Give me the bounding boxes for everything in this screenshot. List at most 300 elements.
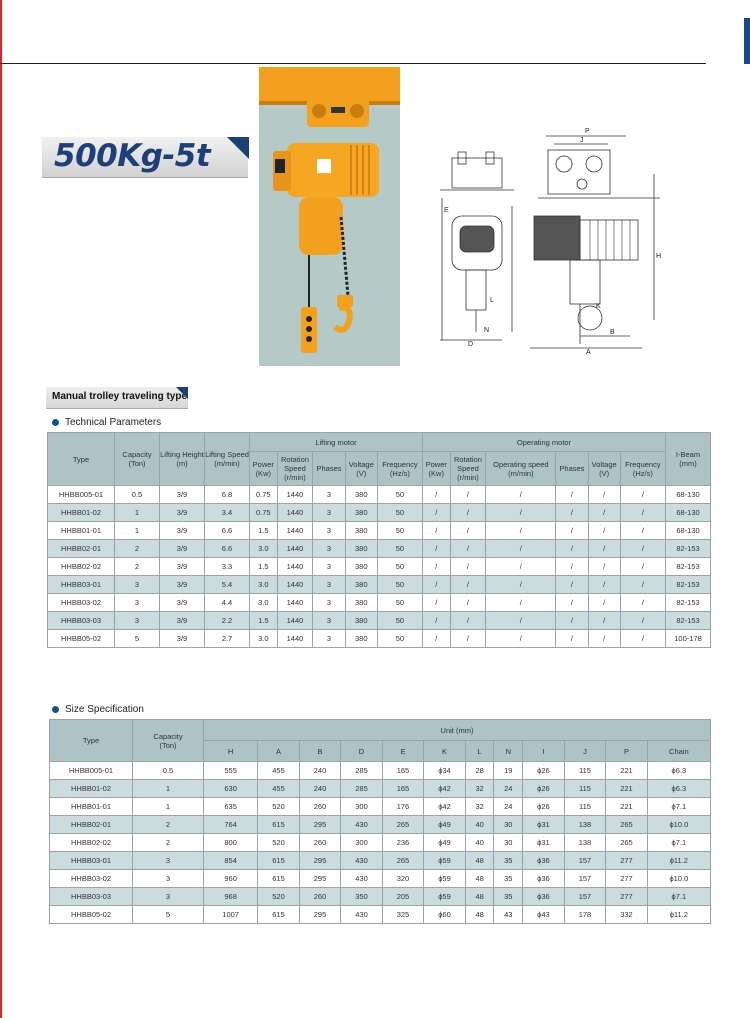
col-h: H <box>204 741 258 762</box>
table-cell: ϕ7.1 <box>647 834 710 852</box>
table-cell: 265 <box>606 816 647 834</box>
col-op-phases: Phases <box>556 452 588 486</box>
table-cell: HHBB005-01 <box>50 762 133 780</box>
table-cell: HHBB05-02 <box>48 630 115 648</box>
page-title: 500Kg-5t <box>54 138 211 174</box>
table-cell: / <box>486 630 556 648</box>
table-cell: 295 <box>299 816 340 834</box>
table-cell: 3/9 <box>160 630 205 648</box>
table-cell: 380 <box>345 522 377 540</box>
col-op-speed: Operating speed (m/min) <box>486 452 556 486</box>
table-cell: / <box>486 558 556 576</box>
subtitle-text: Manual trolley traveling type <box>52 391 188 402</box>
table-cell: 277 <box>606 870 647 888</box>
table-cell: / <box>556 612 588 630</box>
table-cell: ϕ7.1 <box>647 798 710 816</box>
table-cell: 35 <box>494 870 523 888</box>
table-cell: / <box>450 540 486 558</box>
table-cell: / <box>588 594 620 612</box>
bullet-icon <box>52 419 59 426</box>
title-banner <box>42 137 248 178</box>
table-cell: 260 <box>299 834 340 852</box>
table-cell: ϕ49 <box>424 816 466 834</box>
table-cell: ϕ11.2 <box>647 852 710 870</box>
table-cell: 3/9 <box>160 612 205 630</box>
table-cell: 3.0 <box>250 630 278 648</box>
table-cell: 1440 <box>277 612 313 630</box>
table-cell: 615 <box>258 852 299 870</box>
table-cell: / <box>588 558 620 576</box>
table-cell: 3 <box>313 540 345 558</box>
table-cell: / <box>588 486 620 504</box>
header-divider <box>0 63 706 64</box>
table-cell: ϕ31 <box>523 834 565 852</box>
col-b: B <box>299 741 340 762</box>
table-cell: 240 <box>299 780 340 798</box>
table-cell: 265 <box>382 852 423 870</box>
table-cell: ϕ11.2 <box>647 906 710 924</box>
table-cell: 960 <box>204 870 258 888</box>
table-cell: 100-178 <box>666 630 711 648</box>
table-cell: 1.5 <box>250 522 278 540</box>
table-cell: HHBB02-02 <box>50 834 133 852</box>
table-cell: 115 <box>564 780 605 798</box>
table-cell: 48 <box>465 906 494 924</box>
table-cell: 5.4 <box>205 576 250 594</box>
table-cell: / <box>422 540 450 558</box>
table-cell: HHBB005-01 <box>48 486 115 504</box>
table-cell: 3 <box>115 612 160 630</box>
table-cell: / <box>422 594 450 612</box>
table-cell: 0.75 <box>250 486 278 504</box>
table-cell: 300 <box>341 834 382 852</box>
table-cell: 332 <box>606 906 647 924</box>
table-cell: 455 <box>258 780 299 798</box>
table-cell: 157 <box>564 870 605 888</box>
table-cell: ϕ10.0 <box>647 870 710 888</box>
table-cell: 615 <box>258 816 299 834</box>
table-cell: 35 <box>494 888 523 906</box>
table-cell: 615 <box>258 870 299 888</box>
table-cell: 30 <box>494 816 523 834</box>
table-cell: 1 <box>133 798 204 816</box>
table-cell: 3/9 <box>160 540 205 558</box>
col-phases: Phases <box>313 452 345 486</box>
table-cell: 5 <box>133 906 204 924</box>
table-cell: ϕ42 <box>424 780 466 798</box>
label-n: N <box>484 327 490 334</box>
table-cell: 285 <box>341 780 382 798</box>
table-cell: / <box>556 486 588 504</box>
table-cell: 295 <box>299 852 340 870</box>
table-cell: 3.0 <box>250 540 278 558</box>
table-cell: 6.8 <box>205 486 250 504</box>
table-cell: ϕ26 <box>523 798 565 816</box>
table-cell: HHBB02-01 <box>50 816 133 834</box>
table-cell: 221 <box>606 762 647 780</box>
table-row <box>50 780 711 798</box>
table-cell: 277 <box>606 888 647 906</box>
table-cell: ϕ42 <box>424 798 466 816</box>
table-cell: / <box>620 522 665 540</box>
label-d: D <box>468 341 474 348</box>
technical-parameters-table <box>47 432 711 648</box>
table-cell: 3 <box>313 612 345 630</box>
subtitle-banner <box>46 387 188 409</box>
table-cell: 50 <box>377 630 422 648</box>
table-cell: ϕ6.3 <box>647 780 710 798</box>
table-cell: 380 <box>345 486 377 504</box>
table-cell: HHBB01-02 <box>50 780 133 798</box>
table-cell: 3 <box>313 576 345 594</box>
table-cell: / <box>450 612 486 630</box>
table-cell: HHBB03-02 <box>50 870 133 888</box>
table-cell: / <box>588 522 620 540</box>
table-cell: 19 <box>494 762 523 780</box>
hoist-photo <box>259 67 400 366</box>
table-cell: 285 <box>341 762 382 780</box>
table-cell: 635 <box>204 798 258 816</box>
table-cell: 3.0 <box>250 576 278 594</box>
table-row <box>50 870 711 888</box>
col-power: Power (Kw) <box>250 452 278 486</box>
table-cell: 260 <box>299 888 340 906</box>
table-cell: 48 <box>465 852 494 870</box>
table-cell: 68-130 <box>666 522 711 540</box>
table-cell: 236 <box>382 834 423 852</box>
table-cell: / <box>422 558 450 576</box>
table-cell: ϕ10.0 <box>647 816 710 834</box>
table-cell: / <box>620 576 665 594</box>
table-cell: ϕ34 <box>424 762 466 780</box>
table-cell: 380 <box>345 558 377 576</box>
table-cell: 555 <box>204 762 258 780</box>
table-cell: 1.5 <box>250 612 278 630</box>
table-cell: ϕ60 <box>424 906 466 924</box>
table-cell: 82-153 <box>666 558 711 576</box>
table-cell: 430 <box>341 906 382 924</box>
table-cell: 3 <box>115 576 160 594</box>
table-cell: 24 <box>494 780 523 798</box>
col-l: L <box>465 741 494 762</box>
label-h: H <box>656 253 662 260</box>
table-cell: 176 <box>382 798 423 816</box>
table-cell: 40 <box>465 816 494 834</box>
col-lifting-speed: Lifting Speed (m/min) <box>205 433 250 486</box>
table-row <box>48 594 711 612</box>
table-cell: 265 <box>606 834 647 852</box>
table-cell: 1440 <box>277 540 313 558</box>
table-cell: 615 <box>258 906 299 924</box>
table-cell: 3.3 <box>205 558 250 576</box>
table-row <box>48 504 711 522</box>
table-cell: ϕ36 <box>523 888 565 906</box>
table-cell: 1440 <box>277 594 313 612</box>
table-cell: ϕ59 <box>424 852 466 870</box>
table-cell: HHBB05-02 <box>50 906 133 924</box>
table-cell: 6.6 <box>205 540 250 558</box>
label-e: E <box>444 207 449 214</box>
table-row <box>50 888 711 906</box>
table-cell: 32 <box>465 780 494 798</box>
table-cell: 3/9 <box>160 522 205 540</box>
table-cell: 3/9 <box>160 486 205 504</box>
table-cell: / <box>450 576 486 594</box>
table-cell: 380 <box>345 630 377 648</box>
table-cell: 2 <box>133 834 204 852</box>
table-cell: HHBB01-02 <box>48 504 115 522</box>
table-cell: / <box>486 504 556 522</box>
label-l: L <box>490 297 494 304</box>
col-op-power: Power (Kw) <box>422 452 450 486</box>
table-cell: 30 <box>494 834 523 852</box>
table-cell: ϕ59 <box>424 888 466 906</box>
table-cell: ϕ7.1 <box>647 888 710 906</box>
table-cell: HHBB03-01 <box>50 852 133 870</box>
table-row <box>50 798 711 816</box>
table-cell: / <box>588 504 620 522</box>
table-cell: 1007 <box>204 906 258 924</box>
col-capacity: Capacity (Ton) <box>133 720 204 762</box>
table-cell: / <box>486 522 556 540</box>
table-cell: / <box>556 504 588 522</box>
table-cell: 115 <box>564 798 605 816</box>
table-cell: 0.75 <box>250 504 278 522</box>
table-cell: / <box>450 522 486 540</box>
table-cell: 0.5 <box>115 486 160 504</box>
label-k: K <box>596 303 601 310</box>
front-view <box>440 152 514 340</box>
table-cell: 380 <box>345 594 377 612</box>
table-cell: 82-153 <box>666 594 711 612</box>
side-view <box>530 136 660 348</box>
table-cell: 50 <box>377 612 422 630</box>
table-cell: / <box>450 594 486 612</box>
table-cell: 430 <box>341 852 382 870</box>
col-frequency: Frequency (Hz/s) <box>377 452 422 486</box>
col-d: D <box>341 741 382 762</box>
size-specification-table <box>49 719 711 924</box>
table-cell: HHBB03-03 <box>50 888 133 906</box>
table-row <box>50 906 711 924</box>
col-op-rotation-speed: Rotation Speed (r/min) <box>450 452 486 486</box>
table-cell: 178 <box>564 906 605 924</box>
label-b: B <box>610 329 615 336</box>
table-cell: ϕ59 <box>424 870 466 888</box>
table-cell: / <box>620 486 665 504</box>
table-cell: 260 <box>299 798 340 816</box>
table-cell: 2 <box>115 558 160 576</box>
table-cell: 240 <box>299 762 340 780</box>
table-cell: / <box>422 486 450 504</box>
table-cell: 295 <box>299 870 340 888</box>
table-cell: ϕ36 <box>523 852 565 870</box>
table-cell: 68-130 <box>666 504 711 522</box>
table-cell: / <box>556 558 588 576</box>
table-row <box>50 852 711 870</box>
table-cell: 43 <box>494 906 523 924</box>
table-cell: 2 <box>133 816 204 834</box>
col-capacity: Capacity (Ton) <box>115 433 160 486</box>
dimension-drawing <box>430 122 670 354</box>
table-cell: / <box>620 540 665 558</box>
table-cell: / <box>588 630 620 648</box>
banner-corner <box>227 137 249 159</box>
table-cell: / <box>620 612 665 630</box>
table-cell: / <box>620 558 665 576</box>
table-row <box>50 816 711 834</box>
table-row <box>50 834 711 852</box>
col-a: A <box>258 741 299 762</box>
table-cell: 50 <box>377 594 422 612</box>
table-cell: / <box>422 504 450 522</box>
table-cell: 1 <box>133 780 204 798</box>
table-cell: 50 <box>377 504 422 522</box>
table-cell: 50 <box>377 576 422 594</box>
table-cell: 40 <box>465 834 494 852</box>
table-cell: 165 <box>382 762 423 780</box>
table-cell: 5 <box>115 630 160 648</box>
table-cell: 3/9 <box>160 594 205 612</box>
chain-box <box>299 197 343 255</box>
table-cell: 1 <box>115 522 160 540</box>
table-cell: 157 <box>564 888 605 906</box>
table-row <box>48 630 711 648</box>
table-cell: / <box>450 486 486 504</box>
table-cell: 3 <box>313 504 345 522</box>
col-unit: Unit (mm) <box>204 720 711 741</box>
table-cell: / <box>486 612 556 630</box>
table-cell: 800 <box>204 834 258 852</box>
col-j: J <box>564 741 605 762</box>
table-row <box>48 558 711 576</box>
table-cell: 221 <box>606 780 647 798</box>
table-cell: / <box>556 594 588 612</box>
table-cell: ϕ26 <box>523 762 565 780</box>
table-cell: 295 <box>299 906 340 924</box>
table-cell: 320 <box>382 870 423 888</box>
table-cell: 854 <box>204 852 258 870</box>
table-cell: HHBB03-01 <box>48 576 115 594</box>
table-cell: 380 <box>345 576 377 594</box>
table-cell: ϕ31 <box>523 816 565 834</box>
table-cell: 3 <box>133 888 204 906</box>
table-row <box>48 612 711 630</box>
table-cell: 157 <box>564 852 605 870</box>
table-cell: 350 <box>341 888 382 906</box>
table-cell: 82-153 <box>666 540 711 558</box>
table-cell: 82-153 <box>666 576 711 594</box>
table-row <box>48 540 711 558</box>
table-cell: 380 <box>345 612 377 630</box>
table-cell: 2 <box>115 540 160 558</box>
table-cell: 265 <box>382 816 423 834</box>
subtitle-corner <box>176 387 188 399</box>
col-n: N <box>494 741 523 762</box>
table-cell: 430 <box>341 816 382 834</box>
table-cell: 1.5 <box>250 558 278 576</box>
table-cell: 4.4 <box>205 594 250 612</box>
table-cell: 3/9 <box>160 576 205 594</box>
table-cell: ϕ43 <box>523 906 565 924</box>
col-rotation-speed: Rotation Speed (r/min) <box>277 452 313 486</box>
label-a: A <box>586 349 591 354</box>
table-cell: 205 <box>382 888 423 906</box>
col-lifting-height: Lifting Height (m) <box>160 433 205 486</box>
table-cell: 2.7 <box>205 630 250 648</box>
label-j: J <box>580 137 584 144</box>
table-cell: 1440 <box>277 522 313 540</box>
table-cell: / <box>620 504 665 522</box>
table-cell: / <box>422 612 450 630</box>
table-cell: / <box>486 594 556 612</box>
table-cell: / <box>588 612 620 630</box>
table-cell: / <box>556 522 588 540</box>
table-cell: 3 <box>133 852 204 870</box>
table-cell: 3 <box>313 558 345 576</box>
table-cell: / <box>486 576 556 594</box>
table-cell: 277 <box>606 852 647 870</box>
table-cell: / <box>588 540 620 558</box>
table-cell: / <box>588 576 620 594</box>
left-border-line <box>0 0 2 1018</box>
edge-tab-mark <box>744 18 750 64</box>
table-cell: 138 <box>564 834 605 852</box>
table-cell: HHBB01-01 <box>50 798 133 816</box>
table-cell: 1440 <box>277 504 313 522</box>
table-row <box>48 486 711 504</box>
table-cell: 1440 <box>277 630 313 648</box>
table-cell: 138 <box>564 816 605 834</box>
table-cell: 520 <box>258 888 299 906</box>
table-cell: 520 <box>258 798 299 816</box>
size-specification-heading: Size Specification <box>52 704 144 715</box>
col-type: Type <box>48 433 115 486</box>
table-cell: 3 <box>313 630 345 648</box>
table-row <box>48 522 711 540</box>
col-i-beam: I-Beam (mm) <box>666 433 711 486</box>
table-cell: 50 <box>377 486 422 504</box>
table-cell: HHBB02-01 <box>48 540 115 558</box>
table-cell: 50 <box>377 540 422 558</box>
table-cell: ϕ49 <box>424 834 466 852</box>
table-cell: 380 <box>345 540 377 558</box>
table-cell: / <box>556 540 588 558</box>
table-cell: HHBB01-01 <box>48 522 115 540</box>
table-cell: HHBB03-03 <box>48 612 115 630</box>
col-lifting-motor: Lifting motor <box>250 433 423 452</box>
table-cell: 165 <box>382 780 423 798</box>
table-cell: 430 <box>341 870 382 888</box>
col-op-frequency: Frequency (Hz/s) <box>620 452 665 486</box>
table-cell: 3 <box>313 522 345 540</box>
table-cell: ϕ26 <box>523 780 565 798</box>
table-cell: / <box>620 594 665 612</box>
col-e: E <box>382 741 423 762</box>
table-cell: / <box>556 630 588 648</box>
table-cell: 50 <box>377 558 422 576</box>
table-cell: 1440 <box>277 486 313 504</box>
table-cell: 3 <box>313 594 345 612</box>
table-cell: / <box>486 486 556 504</box>
table-cell: 764 <box>204 816 258 834</box>
hoist-motor <box>287 143 379 197</box>
table-cell: 3/9 <box>160 558 205 576</box>
table-cell: 115 <box>564 762 605 780</box>
table-cell: HHBB03-02 <box>48 594 115 612</box>
table-cell: / <box>422 630 450 648</box>
table-cell: / <box>556 576 588 594</box>
